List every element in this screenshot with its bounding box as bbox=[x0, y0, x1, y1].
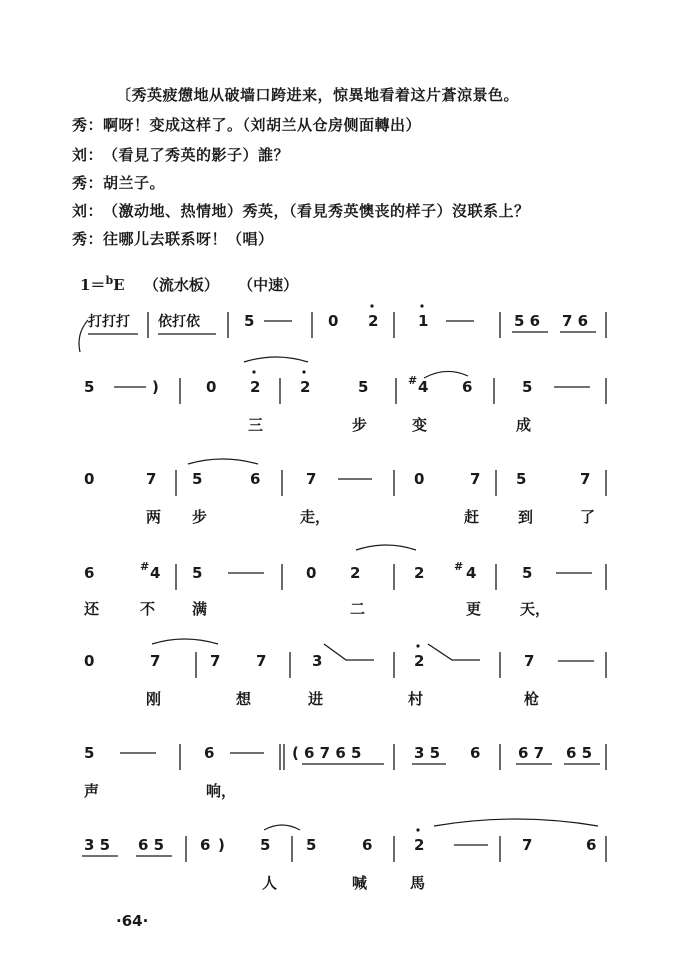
speaker-label: 秀： bbox=[72, 230, 104, 248]
svg-text:6: 6 bbox=[200, 836, 211, 854]
svg-text:3 5: 3 5 bbox=[414, 744, 441, 762]
dialogue-text: （看見了秀英的影子）誰？ bbox=[103, 146, 290, 164]
svg-text:5: 5 bbox=[522, 564, 533, 582]
mode-label: （流水板） bbox=[143, 276, 219, 294]
svg-text:更: 更 bbox=[466, 600, 482, 618]
svg-text:3 5: 3 5 bbox=[84, 836, 111, 854]
svg-text:走，: 走， bbox=[300, 508, 331, 526]
notation-row-1 bbox=[79, 304, 606, 352]
svg-text:了: 了 bbox=[580, 508, 596, 526]
notation-row-2 bbox=[84, 357, 606, 434]
svg-text:4: 4 bbox=[150, 564, 161, 582]
svg-text:(: ( bbox=[292, 744, 299, 762]
percussion-syllables: 打打打 bbox=[88, 314, 130, 330]
speaker-label: 秀： bbox=[72, 116, 104, 134]
svg-text:7: 7 bbox=[524, 652, 535, 670]
svg-text:7: 7 bbox=[522, 836, 533, 854]
svg-text:4: 4 bbox=[418, 378, 429, 396]
svg-text:2: 2 bbox=[250, 378, 261, 396]
notation-row-3 bbox=[84, 459, 606, 527]
svg-text:5: 5 bbox=[260, 836, 271, 854]
notation-row-6 bbox=[84, 744, 606, 801]
svg-text:6: 6 bbox=[462, 378, 473, 396]
percussion-syllables: 依打依 bbox=[158, 314, 200, 330]
svg-text:赶: 赶 bbox=[464, 508, 480, 526]
svg-text:喊: 喊 bbox=[352, 874, 368, 892]
svg-text:7: 7 bbox=[470, 470, 481, 488]
svg-text:5: 5 bbox=[522, 378, 533, 396]
svg-text:人: 人 bbox=[262, 874, 278, 892]
stage-direction: 〔秀英疲憊地从破墙口跨进来，惊異地看着这片蒼涼景色。 bbox=[116, 86, 520, 104]
svg-text:6: 6 bbox=[250, 470, 261, 488]
svg-text:1: 1 bbox=[418, 312, 429, 330]
svg-text:步: 步 bbox=[352, 416, 368, 434]
svg-text:5 6: 5 6 bbox=[514, 312, 541, 330]
speaker-label: 秀： bbox=[72, 174, 104, 192]
svg-text:6 7: 6 7 bbox=[518, 744, 545, 762]
dialogue-text: （激动地、热情地）秀英，（看見秀英懊丧的样子）沒联系上？ bbox=[103, 202, 530, 220]
svg-text:二: 二 bbox=[350, 600, 366, 618]
svg-text:5: 5 bbox=[192, 564, 203, 582]
svg-text:0: 0 bbox=[414, 470, 425, 488]
svg-text:2: 2 bbox=[414, 836, 425, 854]
svg-text:6: 6 bbox=[362, 836, 373, 854]
svg-text:6 5: 6 5 bbox=[138, 836, 165, 854]
svg-text:2: 2 bbox=[350, 564, 361, 582]
tempo-label: （中速） bbox=[238, 276, 299, 294]
page-number: ·64· bbox=[116, 912, 149, 930]
svg-text:0: 0 bbox=[206, 378, 217, 396]
svg-text:变: 变 bbox=[412, 416, 428, 434]
svg-text:2: 2 bbox=[414, 564, 425, 582]
svg-text:7: 7 bbox=[210, 652, 221, 670]
dialogue-text: 啊呀！变成这样了。（刘胡兰从仓房侧面轉出） bbox=[103, 116, 422, 134]
svg-text:7 6: 7 6 bbox=[562, 312, 589, 330]
notation-row-5 bbox=[84, 639, 606, 708]
svg-text:两: 两 bbox=[146, 508, 162, 526]
svg-text:): ) bbox=[152, 378, 159, 396]
svg-text:2: 2 bbox=[300, 378, 311, 396]
notation-row-4 bbox=[83, 545, 606, 619]
speaker-label: 刘： bbox=[72, 202, 104, 220]
dialogue-text: 往哪儿去联系呀！（唱） bbox=[103, 230, 274, 248]
svg-text:5: 5 bbox=[244, 312, 255, 330]
svg-text:6: 6 bbox=[586, 836, 597, 854]
svg-text:6: 6 bbox=[204, 744, 215, 762]
svg-text:2: 2 bbox=[368, 312, 379, 330]
svg-text:4: 4 bbox=[466, 564, 477, 582]
svg-text:想: 想 bbox=[236, 690, 252, 708]
svg-text:#: # bbox=[454, 560, 464, 573]
svg-text:0: 0 bbox=[84, 652, 95, 670]
dialogue-text: 胡兰子。 bbox=[103, 174, 166, 192]
speaker-label: 刘： bbox=[72, 146, 104, 164]
svg-text:步: 步 bbox=[192, 508, 208, 526]
svg-text:馬: 馬 bbox=[410, 874, 426, 892]
svg-text:天，: 天， bbox=[520, 600, 551, 618]
svg-text:0: 0 bbox=[84, 470, 95, 488]
svg-text:响，: 响， bbox=[206, 782, 237, 800]
svg-text:2: 2 bbox=[414, 652, 425, 670]
svg-text:#: # bbox=[140, 560, 150, 573]
svg-text:6 5: 6 5 bbox=[566, 744, 593, 762]
svg-text:0: 0 bbox=[306, 564, 317, 582]
svg-text:6: 6 bbox=[470, 744, 481, 762]
svg-text:3: 3 bbox=[312, 652, 323, 670]
svg-text:5: 5 bbox=[84, 744, 95, 762]
svg-text:7: 7 bbox=[150, 652, 161, 670]
svg-text:声: 声 bbox=[84, 782, 100, 800]
svg-text:不: 不 bbox=[140, 600, 156, 618]
svg-text:村: 村 bbox=[408, 690, 424, 708]
svg-text:进: 进 bbox=[308, 690, 324, 708]
svg-text:7: 7 bbox=[580, 470, 591, 488]
svg-text:): ) bbox=[218, 836, 225, 854]
key-signature: 1＝$^b$E （流水板） （中速） bbox=[80, 274, 299, 294]
svg-text:三: 三 bbox=[248, 416, 264, 434]
svg-text:5: 5 bbox=[358, 378, 369, 396]
svg-text:刚: 刚 bbox=[146, 690, 162, 708]
svg-text:5: 5 bbox=[192, 470, 203, 488]
svg-text:7: 7 bbox=[256, 652, 267, 670]
svg-text:成: 成 bbox=[516, 416, 532, 434]
svg-text:#: # bbox=[408, 374, 418, 387]
svg-text:6 7 6 5: 6 7 6 5 bbox=[304, 744, 362, 762]
notation-row-7 bbox=[82, 819, 606, 892]
svg-text:到: 到 bbox=[518, 508, 534, 526]
svg-text:5: 5 bbox=[306, 836, 317, 854]
svg-text:枪: 枪 bbox=[524, 690, 540, 708]
svg-text:7: 7 bbox=[306, 470, 317, 488]
svg-text:0: 0 bbox=[328, 312, 339, 330]
svg-text:7: 7 bbox=[146, 470, 157, 488]
svg-text:6: 6 bbox=[84, 564, 95, 582]
svg-text:5: 5 bbox=[84, 378, 95, 396]
svg-text:5: 5 bbox=[516, 470, 527, 488]
svg-text:还: 还 bbox=[84, 600, 100, 618]
svg-text:满: 满 bbox=[192, 600, 208, 618]
